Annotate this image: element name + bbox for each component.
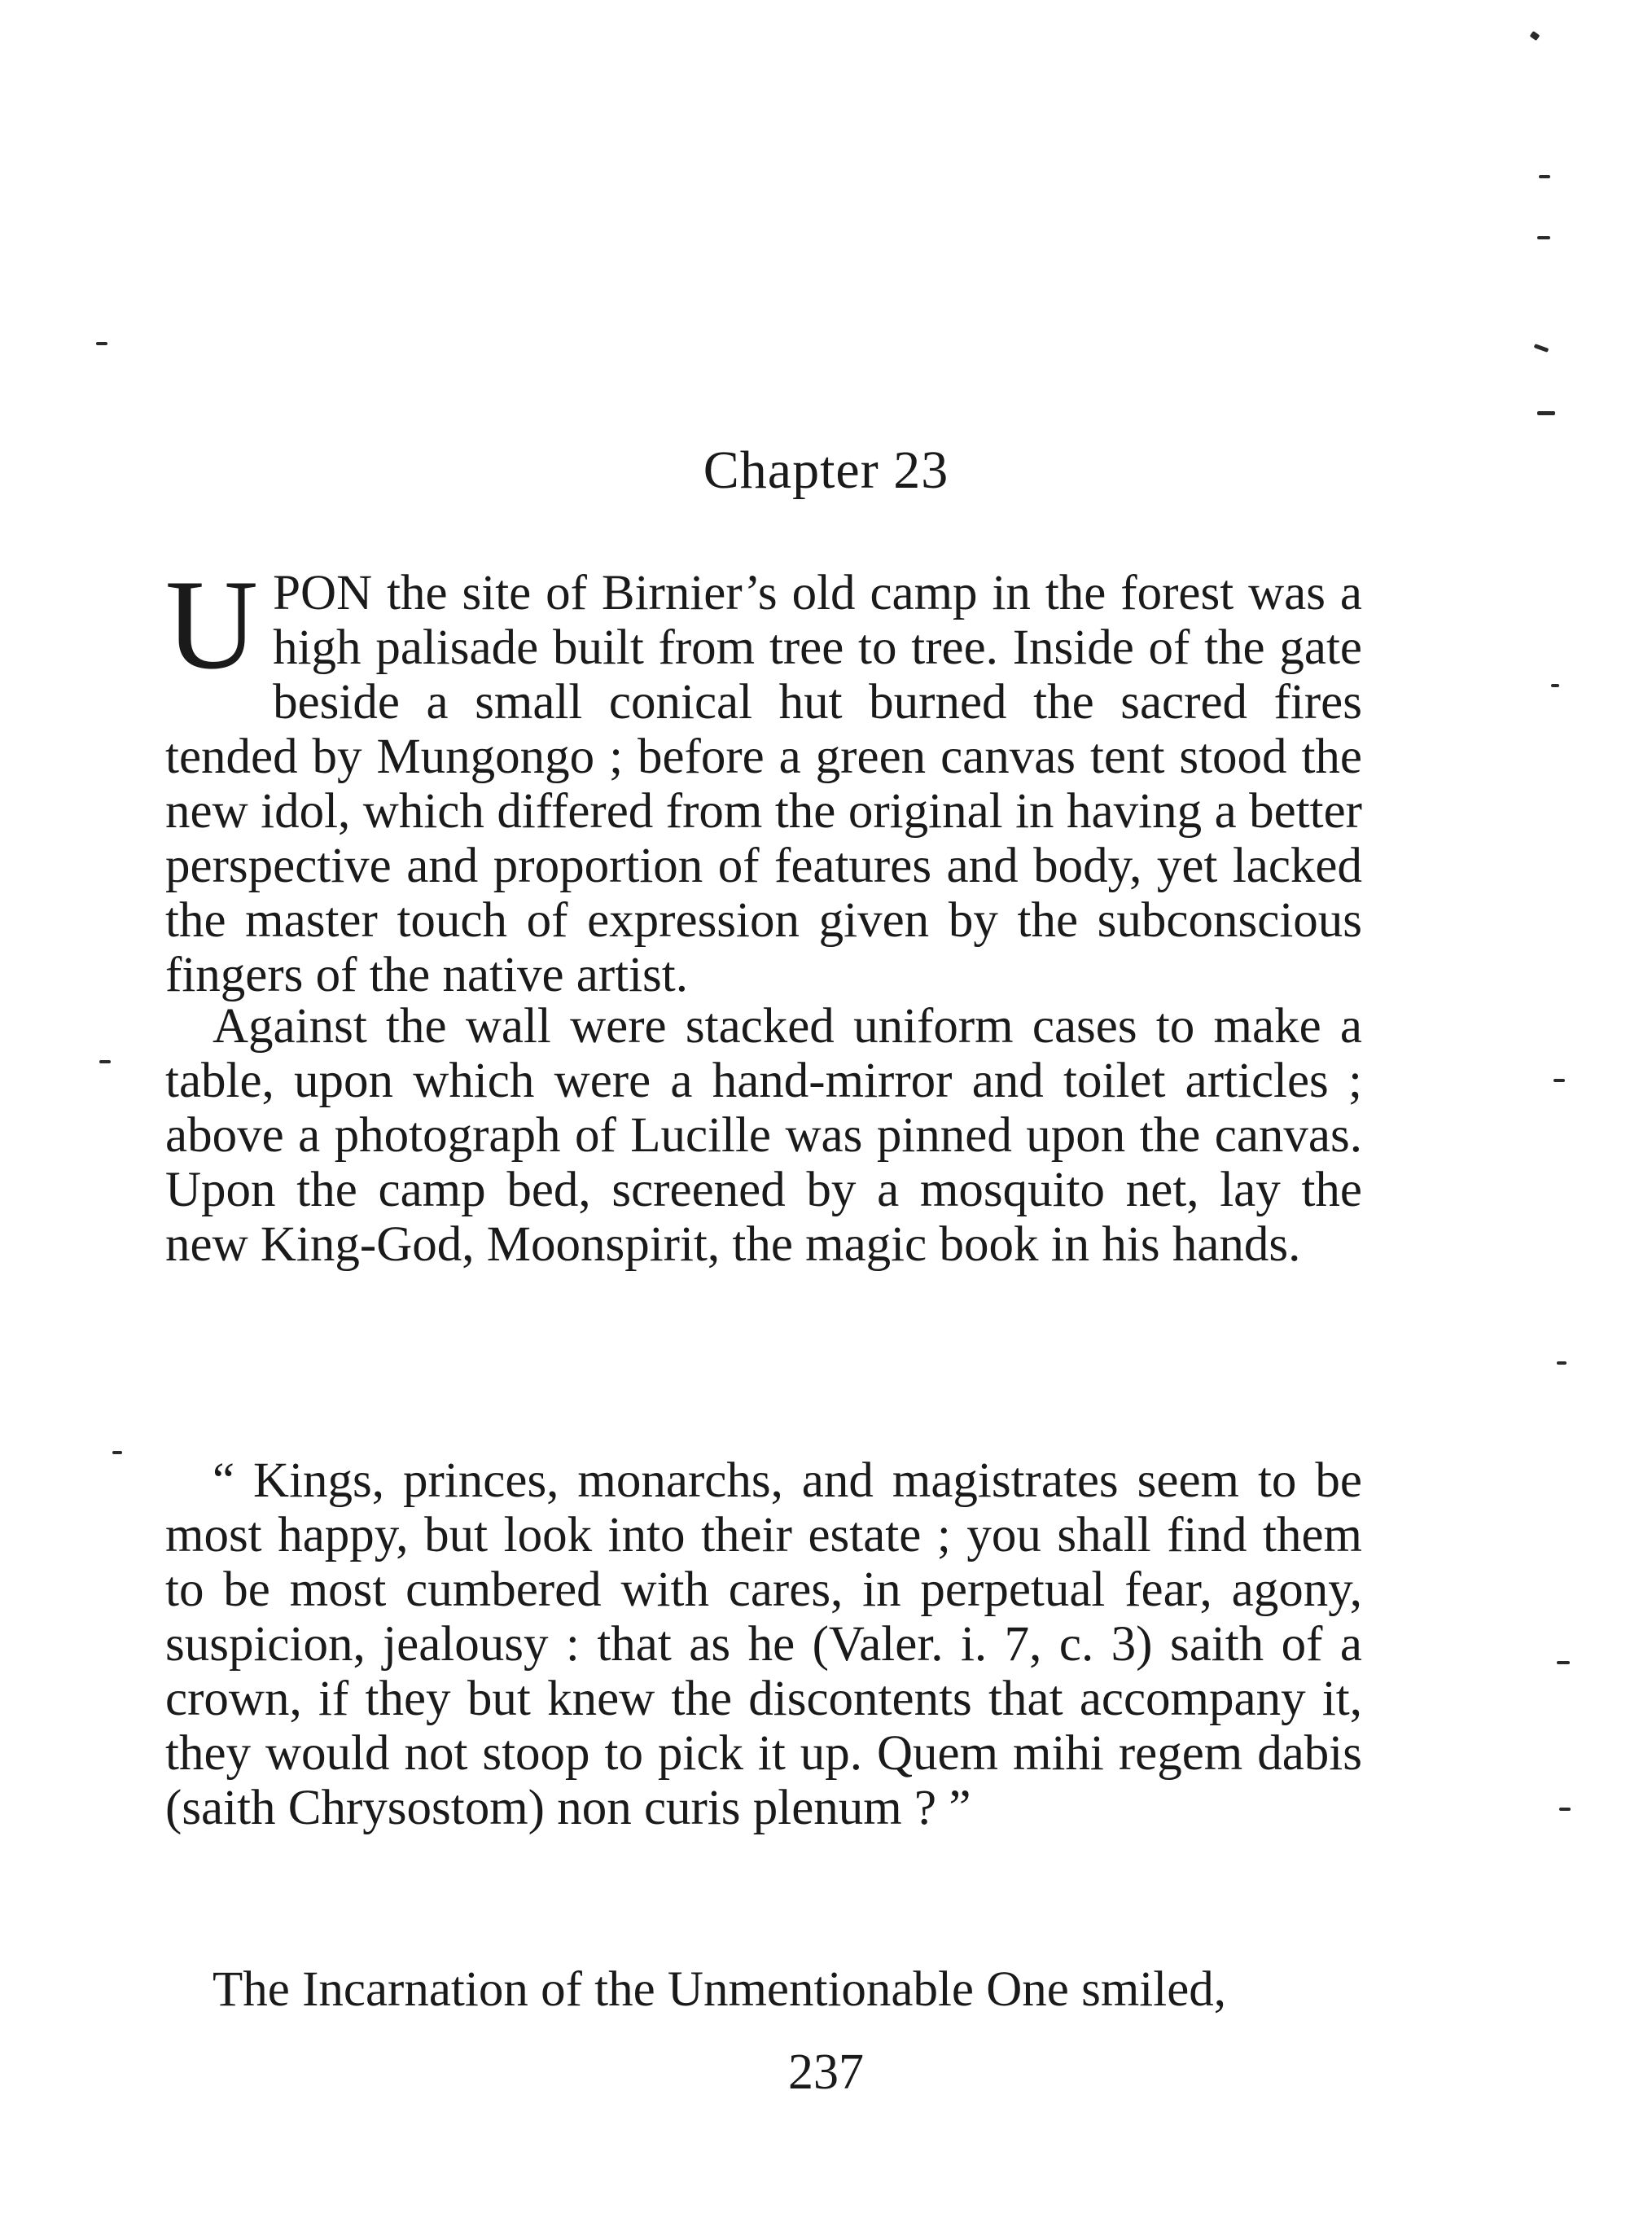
second-paragraph: Against the wall were stacked uniform cases to make a table, upon which were a hand-mirror and toilet articles ; above a photograph of Lucille was pinned upon the canvas. Upon the camp bed, screened by a mosquito net, lay the new King-God, Moonspirit, the magic book in his hands. [165,999,1362,1272]
scan-speck [1530,31,1540,41]
scan-speck [1534,344,1549,353]
scan-speck [99,1060,111,1063]
scan-speck [112,1451,122,1454]
scan-speck [1537,236,1550,239]
opening-paragraph-text: PON the site of Birnier’s old camp in the forest was a high palisade built from tree to tree. Inside of the gate beside a small conical hut burned the sacred fires tended by Mungongo ; before a green canvas tent stood the new idol, which differed from the original in having a better perspective and proportion of features and body, yet lacked the master touch of expression given by the subconscious fingers of the native artist. [165,566,1362,1002]
scan-speck [1559,1808,1571,1811]
closing-paragraph: The Incarnation of the Unmentionable One smiled, [213,1962,1227,2017]
scan-speck [1557,1661,1570,1664]
scan-speck [1537,411,1555,415]
chapter-title: Chapter 23 [703,440,949,500]
scan-speck [1553,1079,1565,1082]
scan-speck [1539,175,1550,178]
quotation-paragraph: “ Kings, princes, monarchs, and magistrates seem to be most happy, but look into their estate ; you shall find them to be most cumbered with cares, in perpetual fear, agony, suspicion, jealousy : that as he (Valer. i. 7, c. 3) saith of a crown, if they but knew the discontents that accompany it, they would not stoop to pick it up. Quem mihi regem dabis (saith Chrysostom) non curis plenum ? ” [165,1453,1362,1835]
opening-paragraph [165,554,1362,1002]
page-number: 237 [788,2045,864,2100]
scan-speck [96,342,107,345]
drop-cap: U [165,554,259,696]
scan-speck [1551,684,1559,687]
scan-speck [1557,1361,1567,1365]
